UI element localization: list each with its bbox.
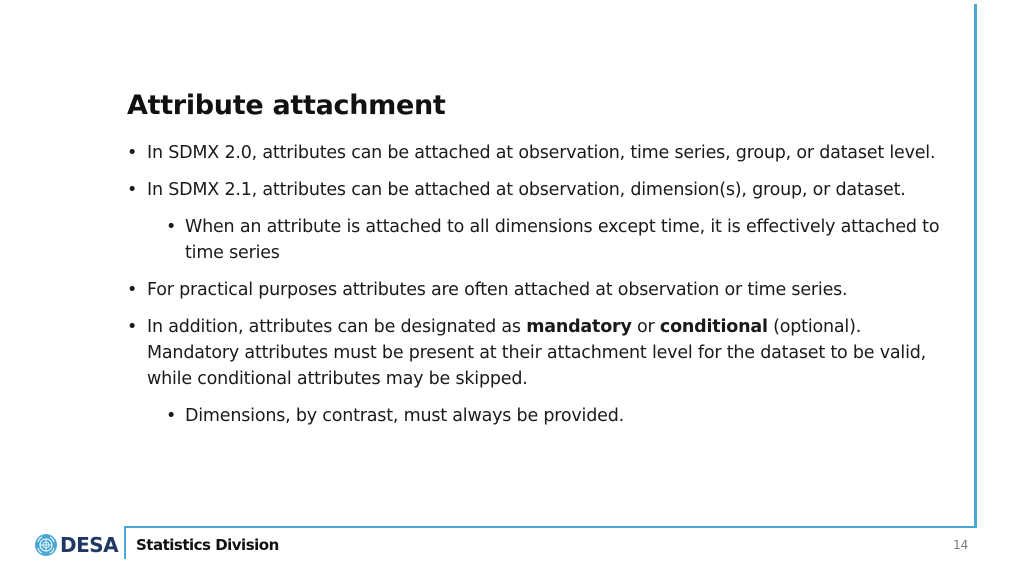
bullet-text: or: [631, 317, 660, 337]
bullet-text: When an attribute is attached to all dimensions except time, it is effectively attached to time series: [185, 217, 940, 263]
division-name: Statistics Division: [136, 536, 279, 554]
bullet-text: In SDMX 2.0, attributes can be attached at observation, time series, group, or dataset level.: [147, 143, 936, 163]
slide-content: [127, 140, 947, 440]
bullet-item: [127, 314, 947, 392]
bullet-item: [127, 140, 947, 166]
frame-right-border: [974, 4, 977, 528]
bullet-text: For practical purposes attributes are often attached at observation or time series.: [147, 280, 848, 300]
frame-bottom-border: [124, 526, 977, 528]
bullet-text: In SDMX 2.1, attributes can be attached at observation, dimension(s), group, or dataset.: [147, 180, 906, 200]
bullet-bold-text: mandatory: [526, 317, 632, 337]
bullet-text: In addition, attributes can be designated as: [147, 317, 527, 337]
desa-logo: [35, 532, 118, 558]
slide-title: Attribute attachment: [127, 90, 446, 121]
sub-bullet-item: [166, 403, 947, 429]
bullet-item: [127, 277, 947, 303]
un-emblem-icon: [35, 534, 57, 556]
bullet-bold-text: conditional: [659, 317, 768, 337]
bullet-item: [127, 177, 947, 203]
bullet-text: (optional). Mandatory attributes must be present at their attachment level for the dataset to be valid, while conditional attributes may be skipped.: [147, 317, 926, 389]
bullet-text: Dimensions, by contrast, must always be provided.: [185, 406, 624, 426]
page-number: 14: [953, 538, 969, 552]
logo-text: DESA: [60, 533, 119, 557]
sub-bullet-item: [166, 214, 947, 266]
footer-divider: [124, 526, 126, 559]
